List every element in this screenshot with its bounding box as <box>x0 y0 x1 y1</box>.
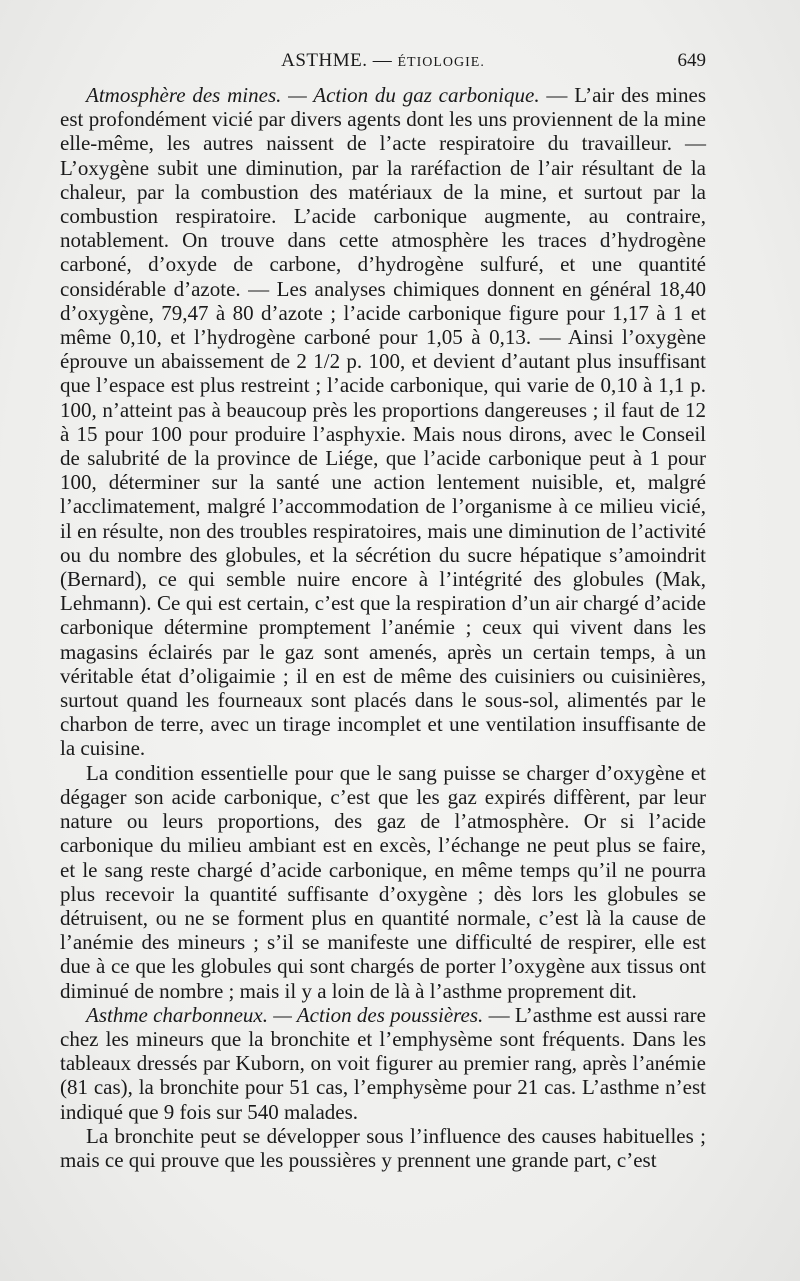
section-heading-coal-asthma: Asthme charbonneux. — Action des poussières. <box>86 1002 484 1027</box>
body-text <box>60 83 706 1172</box>
paragraph-mine-atmosphere <box>60 83 706 761</box>
paragraph-coal-asthma <box>60 1003 706 1124</box>
page-header <box>60 50 706 74</box>
page-number: 649 <box>677 50 706 71</box>
paragraph-text: La bronchite peut se développer sous l’influence des causes habituelles ; mais ce qui prouve que les poussières y prennent une grande part, c’est <box>60 1123 706 1172</box>
paragraph-text: La condition essentielle pour que le sang puisse se charger d’oxygène et dégager son acide carbonique, c’est que les gaz expirés diffèrent, par leur nature ou leurs proportions, des gaz de l’atmosphère. Or si l’acide carbonique du milieu ambiant est en excès, l’échange ne peut plus se faire, et le sang reste chargé d’acide carbonique, en même temps qu’il ne pourra plus recevoir la quantité suffisante d’oxygène ; dès lors les globules se détruisent, ou ne se forment plus en quantité normale, c’est là la cause de l’anémie des mineurs ; s’il se manifeste une difficulté de respirer, elle est due à ce que les globules qui sont chargés de porter l’oxygène aux tissus ont diminué de nombre ; mais il y a loin de là à l’asthme proprement dit. <box>60 760 706 1003</box>
running-title-main: ASTHME. — <box>281 50 398 71</box>
paragraph-bronchitis <box>60 1124 706 1172</box>
running-title-section: ÉTIOLOGIE. <box>397 55 485 70</box>
paragraph-text: — L’air des mines est profondément vicié par divers agents dont les uns proviennent de la mine elle-même, les autres naissent de l’acte respiratoire du travailleur. — L’oxygène subit une diminution, par la raréfaction de l’air résultant de la chaleur, par la combustion des matériaux de la mine, et surtout par la combustion respiratoire. L’acide carbonique augmente, au contraire, notablement. On trouve dans cette atmosphère les traces d’hydrogène carboné, d’oxyde de carbone, d’hydrogène sulfuré, et une quantité considérable d’azote. — Les analyses chimiques donnent en général 18,40 d’oxygène, 79,47 à 80 d’azote ; l’acide carbonique figure pour 1,17 à 1 et même 0,10, et l’hydrogène carboné pour 1,05 à 0,13. — Ainsi l’oxygène éprouve un abaissement de 2 1/2 p. 100, et devient d’autant plus insuffisant que l’espace est plus restreint ; l’acide carbonique, qui varie de 0,10 à 1,1 p. 100, n’atteint pas à beaucoup près les proportions dangereuses ; il faut de 12 à 15 pour 100 pour produire l’asphyxie. Mais nous dirons, avec le Conseil de salubrité de la province de Liége, que l’acide carbonique peut à 1 pour 100, déterminer sur la santé une action lentement nuisible, et, malgré l’acclimatement, malgré l’accommodation de l’organisme à ce milieu vicié, il en résulte, non des troubles respiratoires, mais une diminution de l’activité ou du nombre des globules, et la sécrétion du sucre hépatique s’amoindrit (Bernard), ce qui semble nuire encore à l’intégrité des globules (Mak, Lehmann). Ce qui est certain, c’est que la respiration d’un air chargé d’acide carbonique détermine promptement l’anémie ; ceux qui vivent dans les magasins éclairés par le gaz sont amenés, après un certain temps, à un véritable état d’oligaimie ; il en est de même des cuisiniers ou cuisinières, surtout quand les fourneaux sont placés dans le sous-sol, alimentés par le charbon de terre, avec un tirage incomplet et une ventilation insuffisante de la cuisine. <box>60 83 707 761</box>
paragraph-oxygen-exchange <box>60 761 706 1003</box>
running-title <box>60 50 706 72</box>
section-heading-mine-atmosphere: Atmosphère des mines. — Action du gaz carbonique. <box>86 83 540 107</box>
paragraph-text: — L’asthme est aussi rare chez les mineurs que la bronchite et l’emphysème sont fréquents. Dans les tableaux dressés par Kuborn, on voit figurer au premier rang, après l’anémie (81 cas), la bronchite pour 51 cas, l’emphysème pour 21 cas. L’asthme n’est indiqué que 9 fois sur 540 malades. <box>60 1002 706 1124</box>
